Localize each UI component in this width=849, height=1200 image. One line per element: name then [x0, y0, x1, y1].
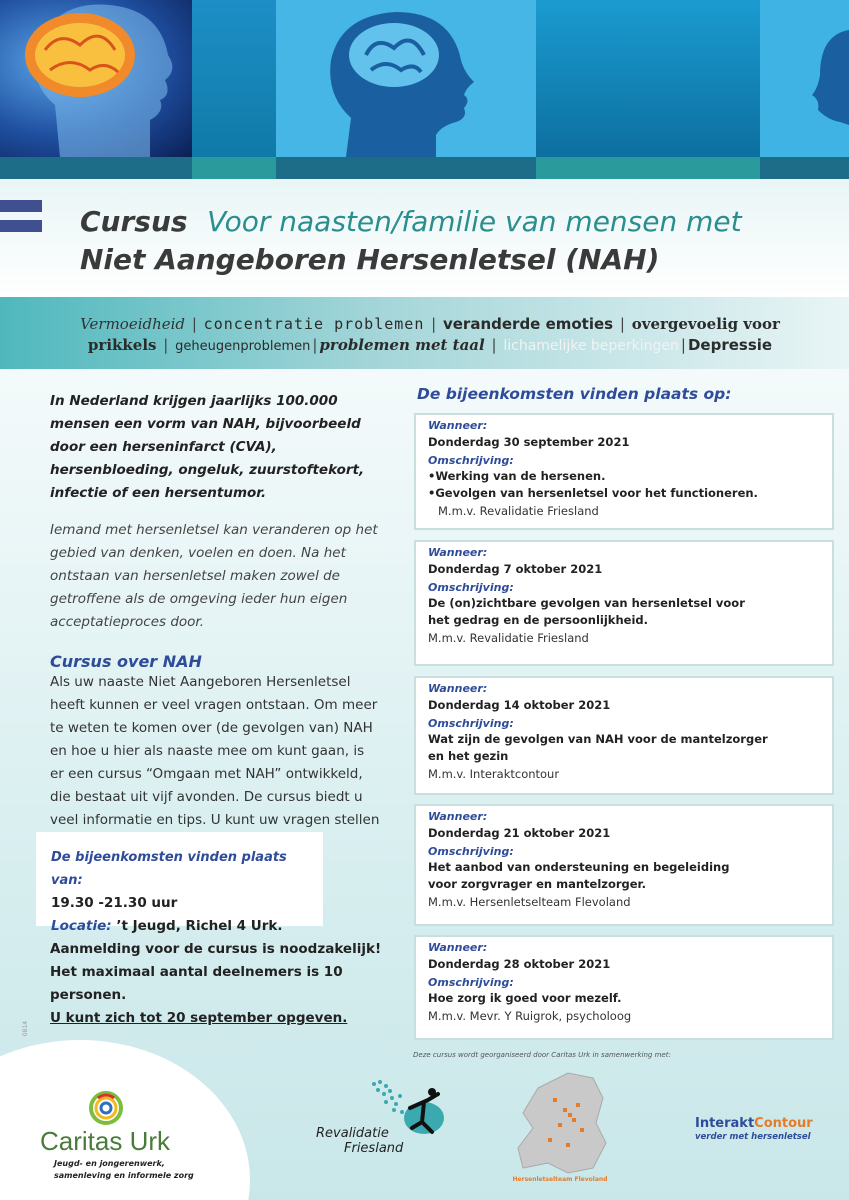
caritas-swirl-icon — [88, 1090, 124, 1126]
interakt-name-part-1: Interakt — [695, 1116, 755, 1131]
caritas-name: Caritas Urk — [40, 1126, 171, 1156]
schedule-heading: De bijeenkomsten vinden plaats op: — [417, 385, 732, 403]
brain-head-photo — [0, 0, 192, 157]
title-line-1: Voor naasten/familie van mensen met — [207, 205, 742, 238]
keyword-separator: | — [491, 336, 497, 354]
keyword: Vermoeidheid — [80, 315, 186, 333]
session-date: Donderdag 30 september 2021 — [428, 435, 630, 449]
registration-note — [50, 938, 390, 1030]
revalidatie-figure-icon — [366, 1078, 446, 1138]
keyword: Depressie — [687, 336, 773, 354]
when-label: Wanneer: — [428, 941, 488, 954]
title-line-2: Niet Aangeboren Hersenletsel (NAH) — [80, 243, 660, 276]
photo-panel-2 — [192, 0, 276, 157]
session-date: Donderdag 21 oktober 2021 — [428, 826, 611, 840]
session-date: Donderdag 28 oktober 2021 — [428, 957, 611, 971]
when-label: Wanneer: — [428, 419, 488, 432]
session-date: Donderdag 14 oktober 2021 — [428, 698, 611, 712]
meeting-time-value: 19.30 -21.30 uur — [51, 895, 178, 911]
registration-line-1: Aanmelding voor de cursus is noodzakelijk! — [50, 941, 382, 957]
when-label: Wanneer: — [428, 810, 488, 823]
section-heading-cursus: Cursus over NAH — [50, 652, 202, 671]
session-description-line: Het aanbod van ondersteuning en begeleiding — [428, 860, 730, 874]
description-label: Omschrijving: — [428, 717, 514, 730]
description-label: Omschrijving: — [428, 845, 514, 858]
session-description-line: en het gezin — [428, 749, 509, 763]
symptom-keywords — [40, 314, 820, 357]
location-value: ’t Jeugd, Richel 4 Urk. — [111, 918, 283, 934]
cooperation-note: Deze cursus wordt georganiseerd door Caritas Urk in samenwerking met: — [413, 1051, 671, 1059]
caritas-logo — [40, 1090, 240, 1181]
registration-line-2: Het maximaal aantal deelnemers is 10 personen. — [50, 964, 343, 1003]
head-silhouette-panel — [276, 0, 536, 157]
title-decoration-bars — [0, 200, 42, 240]
location-label: Locatie: — [51, 918, 112, 934]
session-description-line: voor zorgvrager en mantelzorger. — [428, 877, 646, 891]
title-word-cursus: Cursus — [80, 205, 188, 238]
session-card — [414, 676, 834, 795]
session-description-line: Wat zijn de gevolgen van NAH voor de mantelzorger — [428, 732, 768, 746]
page-title — [80, 203, 840, 279]
location-line — [51, 915, 323, 938]
keyword: concentratie problemen — [203, 315, 425, 333]
session-description-line: het gedrag en de persoonlijkheid. — [428, 613, 648, 627]
keyword: geheugenproblemen — [175, 339, 311, 354]
session-description-line: Hoe zorg ik goed voor mezelf. — [428, 991, 622, 1005]
session-partner: M.m.v. Interaktcontour — [428, 767, 560, 781]
session-date: Donderdag 7 oktober 2021 — [428, 562, 603, 576]
paragraph-acceptance: Iemand met hersenletsel kan veranderen op het gebied van denken, voelen en doen. Na het ontstaan van hersenletsel maken zowel de getroffene als de omgeving ieder hun eigen acceptatieproces door. — [50, 522, 378, 630]
description-label: Omschrijving: — [428, 976, 514, 989]
intro-paragraph: In Nederland krijgen jaarlijks 100.000 mensen een vorm van NAH, bijvoorbeeld door een herseninfarct (CVA), hersenbloeding, ongeluk, zuurstoftekort, infectie of een hersentumor. — [50, 393, 365, 501]
netherlands-map-icon — [508, 1068, 618, 1178]
when-label: Wanneer: — [428, 682, 488, 695]
session-description-line: De (on)zichtbare gevolgen van hersenletsel voor — [428, 596, 745, 610]
keyword: lichamelijke beperkingen — [503, 338, 679, 354]
keyword: problemen met taal — [319, 336, 485, 354]
photo-panel-4 — [536, 0, 760, 157]
header-image-banner — [0, 0, 849, 157]
caritas-tagline-1: Jeugd- en jongerenwerk, — [54, 1159, 165, 1168]
session-description-line: •Werking van de hersenen. — [428, 469, 606, 483]
session-card — [414, 804, 834, 926]
revalidatie-friesland-logo — [316, 1078, 456, 1156]
interaktcontour-logo — [695, 1116, 835, 1142]
session-card — [414, 413, 834, 530]
registration-deadline: U kunt zich tot 20 september opgeven. — [50, 1010, 348, 1026]
interakt-name-part-2: Contour — [754, 1116, 813, 1131]
when-label: Wanneer: — [428, 546, 488, 559]
document-code: 0814 — [22, 1020, 30, 1037]
caritas-tagline-2: samenleving en informele zorg — [54, 1171, 194, 1180]
keyword-separator: | — [191, 315, 197, 333]
interakt-name — [695, 1116, 835, 1131]
keyword-separator: | — [680, 336, 686, 354]
session-partner: M.m.v. Mevr. Y Ruigrok, psycholoog — [428, 1009, 632, 1023]
revalidatie-name-2: Friesland — [344, 1141, 404, 1156]
keyword: overgevoelig voor — [631, 315, 780, 333]
head-silhouette-panel-right — [760, 0, 849, 157]
left-column — [50, 390, 380, 855]
interakt-tagline: verder met hersenletsel — [695, 1132, 811, 1142]
keyword-separator: | — [431, 315, 437, 333]
description-label: Omschrijving: — [428, 581, 514, 594]
session-partner: M.m.v. Revalidatie Friesland — [438, 504, 599, 518]
meeting-time-label: De bijeenkomsten vinden plaats van: — [51, 850, 287, 888]
description-label: Omschrijving: — [428, 454, 514, 467]
keyword-separator: | — [312, 336, 318, 354]
keyword-separator: | — [619, 315, 625, 333]
keyword-separator: | — [163, 336, 169, 354]
session-partner: M.m.v. Revalidatie Friesland — [428, 631, 589, 645]
meeting-time-box — [36, 832, 323, 934]
keyword: veranderde emoties — [442, 315, 614, 333]
hersenletselteam-logo-text: Hersenletselteam Flevoland — [512, 1176, 608, 1183]
session-description-line: •Gevolgen van hersenletsel voor het functioneren. — [428, 486, 758, 500]
color-strip — [0, 157, 849, 179]
session-card — [414, 935, 834, 1040]
keyword: prikkels — [87, 336, 157, 354]
paragraph-course: Als uw naaste Niet Aangeboren Hersenletsel heeft kunnen er veel vragen ontstaan. Om meer te weten te komen over (de gevolgen van) NAH en hoe u hier als naaste mee om kunt gaan, is er een cursus “Omgaan met NAH” ontwikkeld, die bestaat uit vijf avonden. De cursus biedt u veel informatie en tips. U kunt uw vragen stellen — [50, 674, 380, 828]
revalidatie-name-1: Revalidatie — [316, 1126, 389, 1141]
session-card — [414, 540, 834, 666]
session-partner: M.m.v. Hersenletselteam Flevoland — [428, 895, 631, 909]
